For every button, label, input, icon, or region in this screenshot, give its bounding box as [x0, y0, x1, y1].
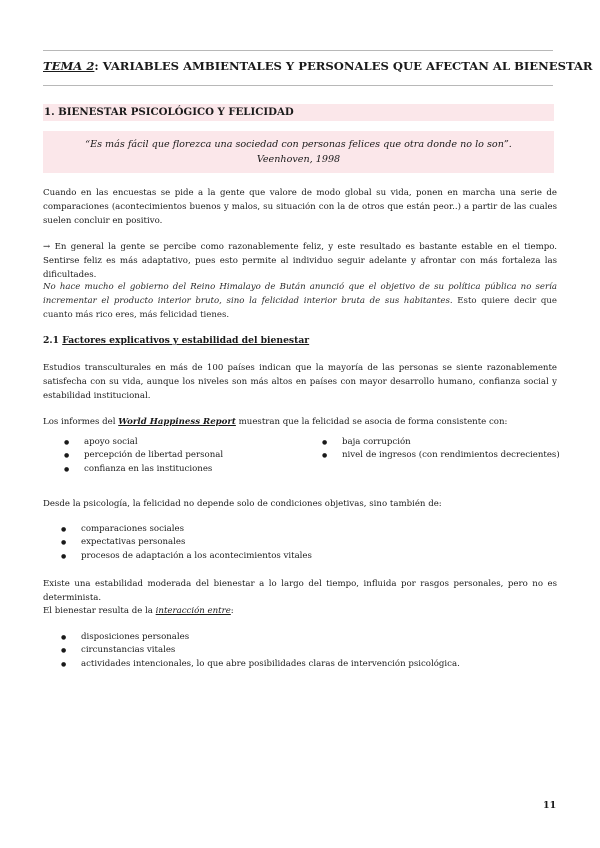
- paragraph-4: Estudios transculturales en más de 100 países indican que la mayoría de las personas se siente razonablemente satisfecha con su vida, aunque los niveles son más altos en países con mayor desarrollo humano, confianza social y estabilidad institucional.: [43, 363, 557, 401]
- list-item: ● procesos de adaptación a los acontecimientos vitales: [61, 550, 312, 563]
- paragraph-8: [43, 604, 557, 618]
- paragraph-3: [43, 280, 557, 322]
- paragraph-6: Desde la psicología, la felicidad no depende solo de condiciones objetivas, sino también de:: [43, 499, 442, 509]
- section-2-1-heading: [43, 335, 309, 346]
- quote-block: [43, 131, 554, 173]
- interaction-list: [61, 631, 460, 671]
- quote-text: “Es más fácil que florezca una sociedad con personas felices que otra donde no lo son”.: [85, 139, 512, 150]
- psychology-list: [61, 523, 312, 563]
- list-item: ● expectativas personales: [61, 536, 312, 549]
- list-item: ● nivel de ingresos (con rendimientos decrecientes): [322, 449, 560, 462]
- title-prefix: TEMA 2: [43, 59, 95, 73]
- paragraph-8-after: :: [230, 606, 234, 616]
- title-rest: : VARIABLES AMBIENTALES Y PERSONALES QUE AFECTAN AL BIENESTAR: [94, 59, 593, 73]
- page-title: [43, 59, 593, 73]
- paragraph-3-italic: No hace mucho el gobierno del Reino Himalayo de Bután anunció que el objetivo de su política pública no sería incrementar el producto interior bruto, sino la felicidad interior bruta de sus habitantes.: [43, 282, 557, 306]
- paragraph-8-before: El bienestar resulta de la: [43, 606, 156, 616]
- paragraph-5-before: Los informes del: [43, 417, 119, 427]
- title-rule: [43, 85, 553, 86]
- section-1-label: 1. BIENESTAR PSICOLÓGICO Y FELICIDAD: [44, 106, 294, 118]
- top-rule: [43, 50, 553, 51]
- factors-list-left: [64, 436, 223, 476]
- paragraph-3-normal: Esto quiere decir que cuanto más rico eres, más felicidad tienes.: [43, 296, 557, 320]
- list-item: ● circunstancias vitales: [61, 644, 460, 657]
- interaction-emphasis: interacción entre: [155, 606, 231, 616]
- paragraph-2: → En general la gente se percibe como razonablemente feliz, y este resultado es bastante estable en el tiempo. Sentirse feliz es más adaptativo, pues esto permite al individuo seguir adelante y afrontar con más fortaleza las dificultades.: [43, 242, 557, 280]
- factors-list-right: [322, 436, 560, 463]
- list-item: ● baja corrupción: [322, 436, 560, 449]
- section-2-1-title: Factores explicativos y estabilidad del bienestar: [62, 335, 310, 346]
- list-item: ● disposiciones personales: [61, 631, 460, 644]
- list-item: ● percepción de libertad personal: [64, 449, 223, 462]
- section-1-heading: [43, 104, 554, 121]
- quote-author: Veenhoven, 1998: [256, 154, 341, 165]
- list-item: ● apoyo social: [64, 436, 223, 449]
- section-2-1-number: 2.1: [43, 335, 63, 346]
- list-item: ● confianza en las instituciones: [64, 463, 223, 476]
- paragraph-5: [43, 415, 557, 429]
- paragraph-7: Existe una estabilidad moderada del bienestar a lo largo del tiempo, influida por rasgos personales, pero no es determinista.: [43, 579, 557, 603]
- paragraph-1: Cuando en las encuestas se pide a la gente que valore de modo global su vida, ponen en marcha una serie de comparaciones (acontecimientos buenos y malos, su situación con la de otros que están peor..) a partir de las cuales suelen concluir en positivo.: [43, 188, 557, 226]
- world-happiness-report: World Happiness Report: [118, 417, 236, 427]
- list-item: ● comparaciones sociales: [61, 523, 312, 536]
- paragraph-5-after: muestran que la felicidad se asocia de forma consistente con:: [235, 417, 508, 427]
- list-item: ● actividades intencionales, lo que abre posibilidades claras de intervención psicológica.: [61, 658, 460, 671]
- page-number: 11: [543, 800, 557, 811]
